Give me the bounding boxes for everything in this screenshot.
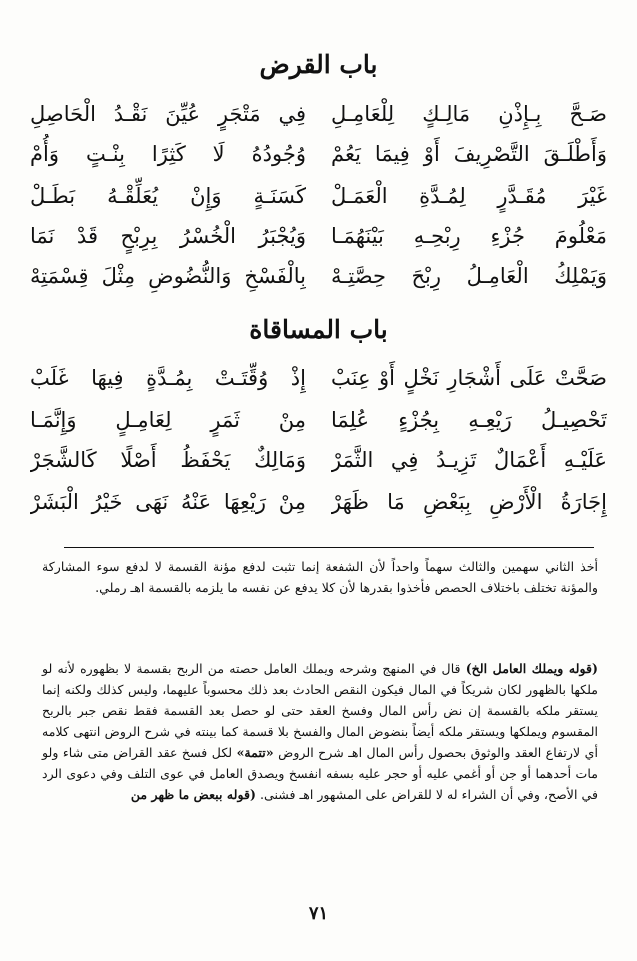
commentary-paragraph: [42, 658, 598, 805]
commentary-text: أخذ الثاني سهمين والثالث سهماً واحداً لأن الشفعة إنما تثبت لدفع مؤنة القسمة لا لدفع سوء المشاركة والمؤنة تختلف باختلاف الحصص فأخذوا بقدرها لأن كلا يدفع عن نفسه ما يلزمه بالقسمة اهـ رملي.: [42, 559, 598, 595]
verse-right-hemistich: وَأَطْلَـقَ التَّصْرِيفَ أَوْ فِيمَا يَعُمْ: [331, 142, 607, 166]
verse-right-hemistich: غَيْرَ مُقَـدَّرٍ لِمُـدَّةِ الْعَمَـلْ: [331, 184, 607, 208]
verse-line: [30, 256, 607, 296]
verse-line: [30, 482, 607, 522]
verse-line: [30, 176, 607, 216]
commentary-tatimma: «تتمة»: [236, 745, 274, 760]
verse-left-hemistich: مِنْ رَيْعِهَا عَنْهُ نَهَى خَيْرُ الْبَشَرْ: [30, 490, 306, 514]
verse-line: [30, 94, 607, 134]
verse-left-hemistich: فِي مَتْجَرٍ عُيِّنَ نَقْـدُ الْحَاصِلِ: [30, 102, 306, 126]
verse-right-hemistich: تَحْصِيـلُ رَيْعِـهِ بِجُزْءٍ عُلِمَا: [331, 408, 607, 432]
commentary-paragraph: [42, 556, 598, 598]
verse-right-hemistich: عَلَيْـهِ أَعْمَالٌ تَزِيـدُ فِي الثَّمَرْ: [331, 448, 607, 472]
page-number: ٧١: [308, 903, 329, 924]
verse-line: [30, 134, 607, 174]
verse-line: [30, 216, 607, 256]
commentary-lemma: (قوله ببعض ما ظهر من: [130, 787, 256, 802]
verse-right-hemistich: إِجَارَةُ الْأَرْضِ بِبَعْضِ مَا ظَهَرْ: [331, 490, 607, 514]
verse-right-hemistich: صَـحَّ بِـإِذْنِ مَالِـكٍ لِلْعَامِـلِ: [331, 102, 607, 126]
verse-line: [30, 440, 607, 480]
verse-left-hemistich: كَسَنَـةٍ وَإِنْ يُعَلِّقْـهُ بَطَـلْ: [30, 184, 306, 208]
section-heading-musaqat: باب المساقاة: [249, 315, 388, 344]
verse-left-hemistich: إِذْ وُقِّتَـتْ بِمُـدَّةٍ فِيهَا غَلَبْ: [30, 366, 306, 390]
verse-left-hemistich: وَمَالِكٌ يَحْفَظُ أَصْلًا كَالشَّجَرْ: [30, 448, 306, 472]
verse-left-hemistich: وَيُجْبَرُ الْخُسْرُ بِرِبْحٍ قَدْ نَمَا: [30, 224, 306, 248]
footnote-divider: [64, 547, 594, 548]
commentary-text: [42, 658, 598, 805]
verse-left-hemistich: وُجُودُهُ لَا كَثِرًا بِنْـتٍ وَأُمْ: [30, 142, 306, 166]
verse-right-hemistich: وَيَمْلِكُ الْعَامِـلُ رِبْحَ حِصَّتِـهْ: [331, 264, 607, 288]
verse-line: [30, 358, 607, 398]
verse-line: [30, 400, 607, 440]
commentary-body: لكل فسخ عقد القراض متى شاء ولو مات أحدهما أو جن أو أغمي عليه أو حجر عليه بسفه انفسخ ويصدق العامل في عوى التلف وفي دعوى الرد في الأصح، وفي أن الشراء له لا للقراض على المشهور اهـ فشنى.: [42, 745, 598, 802]
verse-right-hemistich: صَحَّتْ عَلَى أَشْجَارِ نَخْلٍ أَوْ عِنَبْ: [331, 366, 607, 390]
commentary-body: قال في المنهج وشرحه ويملك العامل حصته من الربح بقسمة لا بظهوره لأنه لو ملكها بالظهور لكان شريكاً في المال فيكون النقص الحادث بعد ذلك محسوباً عليهما، وليس كذلك ولكنه إنما يستقر ملكه بالقسمة إن نض رأس المال وفسخ العقد حتى لو حصل بعد القسمة فقط نقص جبر بالربح المقسوم ويملكها ويستقر ملكه أيضاً بنضوض المال والفسخ بلا قسمة كما بينته في شرح الروض انتهى كلامه أي لارتفاع العقد والوثوق بحصول رأس المال اهـ شرح الروض: [42, 661, 598, 760]
verse-left-hemistich: مِنْ ثَمَرٍ لِعَامِـلٍ وَإِنَّمَـا: [30, 408, 306, 432]
verse-right-hemistich: مَعْلُومَ جُزْءِ رِبْحِـهِ بَيْنَهُمَـا: [331, 224, 607, 248]
verse-left-hemistich: بِالْفَسْخِ وَالنُّضُوضِ مِثْلَ قِسْمَتِهْ: [30, 264, 306, 288]
commentary-lemma: (قوله ويملك العامل الخ): [465, 661, 598, 676]
section-heading-qard: باب القرض: [259, 50, 378, 79]
